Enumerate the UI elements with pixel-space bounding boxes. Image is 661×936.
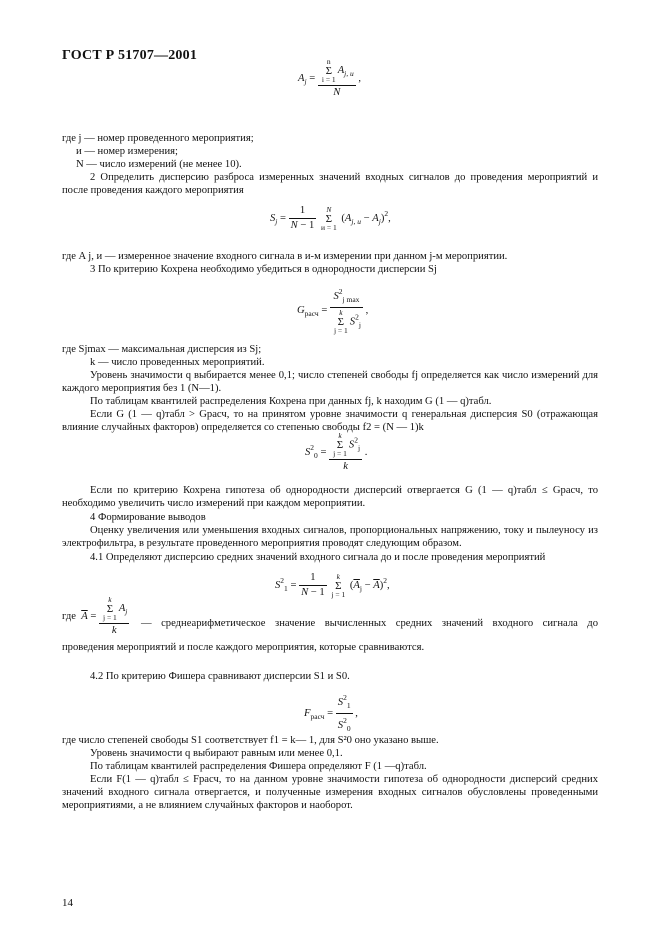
formula-Abar-definition: где $\overline{A}$ = k Σ $j = 1A_j$ k [62,595,128,636]
where-N: N — число измерений (не менее 10). [76,159,242,170]
item-4-text: Оценку увеличения или уменьшения входных сигналов, пропорциональных напряжению, току и пылеуносу из электрофильтра, в результате проведенного мероприятия проводят следующим образом. [62,525,598,550]
fisher-significance: Уровень значимости q выбирают равным или менее 0,1. [90,748,343,759]
where-Abar-cont: проведения мероприятий и после каждого мероприятия, которые сравниваются. [62,642,425,653]
item-4-1-text: 4.1 Определяют дисперсию средних значений входного сигнала до и после проведения мероприятий [90,552,546,563]
item-4-heading: 4 Формирование выводов [90,512,206,523]
where-A: где A j, и — измеренное значение входного сигнала в и-м измерении при данном j-м мероприятии. [62,251,508,262]
cochran-table: По таблицам квантилей распределения Кохрена при данных fj, k находим G (1 — q)табл. [90,396,492,407]
where-Smax: где Sjmax — максимальная дисперсия из Sj; [62,344,262,355]
where-j: где j — номер проведенного мероприятия; [62,133,254,144]
if-rejected: Если по критерию Кохрена гипотеза об однородности дисперсий отвергается G (1 — q)табл ≤ Gрасч, то необходимо увеличить число измерений при каждом мероприятии. [62,485,598,510]
item-3-text: 3 По критерию Кохрена необходимо убедиться в однородности дисперсии Sj [90,264,437,275]
formula-variance-Sj: $S_j$ = $\frac{1}{N - 1}$ N Σ и = 1 $(A_{j, и} - A_j)^2$, [270,204,391,232]
if-G-condition: Если G (1 — q)табл > Gрасч, то на принятом уровне значимости q генеральная дисперсия S0 (отражающая влияние случайных факторов) определяется со степенью свободы f2 = (N — 1)k [62,409,598,434]
fisher-table: По таблицам квантилей распределения Фишера определяют F (1 —q)табл. [90,761,427,772]
significance-level: Уровень значимости q выбирается менее 0,1; число степеней свободы fj определяется как число измерений для каждого мероприятия без 1 (N—1). [62,370,598,395]
page-number: 14 [62,897,73,909]
standard-header: ГОСТ Р 51707—2001 [62,48,198,63]
formula-cochran-G: $G_{расч}$ = $S^2_{j max}$ k Σ $j = 1S^2_j$ , [297,287,369,335]
where-k: k — число проведенных мероприятий. [90,357,265,368]
where-Abar: — среднеарифметическое значение вычисленных средних значений входного сигнала до [141,618,598,629]
formula-mean-Aj: $A_j$ = n Σ $i = 1A_{j, и}$ N , [298,57,362,98]
item-2-text: 2 Определить дисперсию разброса измеренных значений входных сигналов до проведения мероприятий и после проведения каждого мероприятия [62,172,598,197]
where-dof: где число степеней свободы S1 соответствует f1 = k— 1, для S²0 оно указано выше. [62,735,439,746]
where-i: и — номер измерения; [76,146,178,157]
formula-S0: $S^2_0$ = k Σ $j = 1S^2_j$ k . [305,431,368,472]
formula-fisher-F: $F_{расч}$ = $\frac{S^2_1}{S^2_0}$ , [304,693,358,733]
formula-S1: $S^2_1$ = $\frac{1}{N - 1}$ k Σ j = 1 $(\overline{A}_j - \overline{A})^2$, [275,571,390,599]
item-4-2-text: 4.2 По критерию Фишера сравнивают дисперсии S1 и S0. [90,671,350,682]
if-F-condition: Если F(1 — q)табл ≤ Fрасч, то на данном уровне значимости гипотеза об однородности дисперсий средних значений входного сигнала отвергается, и полученные измерения входных сигналов обусловлены проведенными мероприятиями, а не влиянием случайных факторов и наоборот. [62,774,598,812]
